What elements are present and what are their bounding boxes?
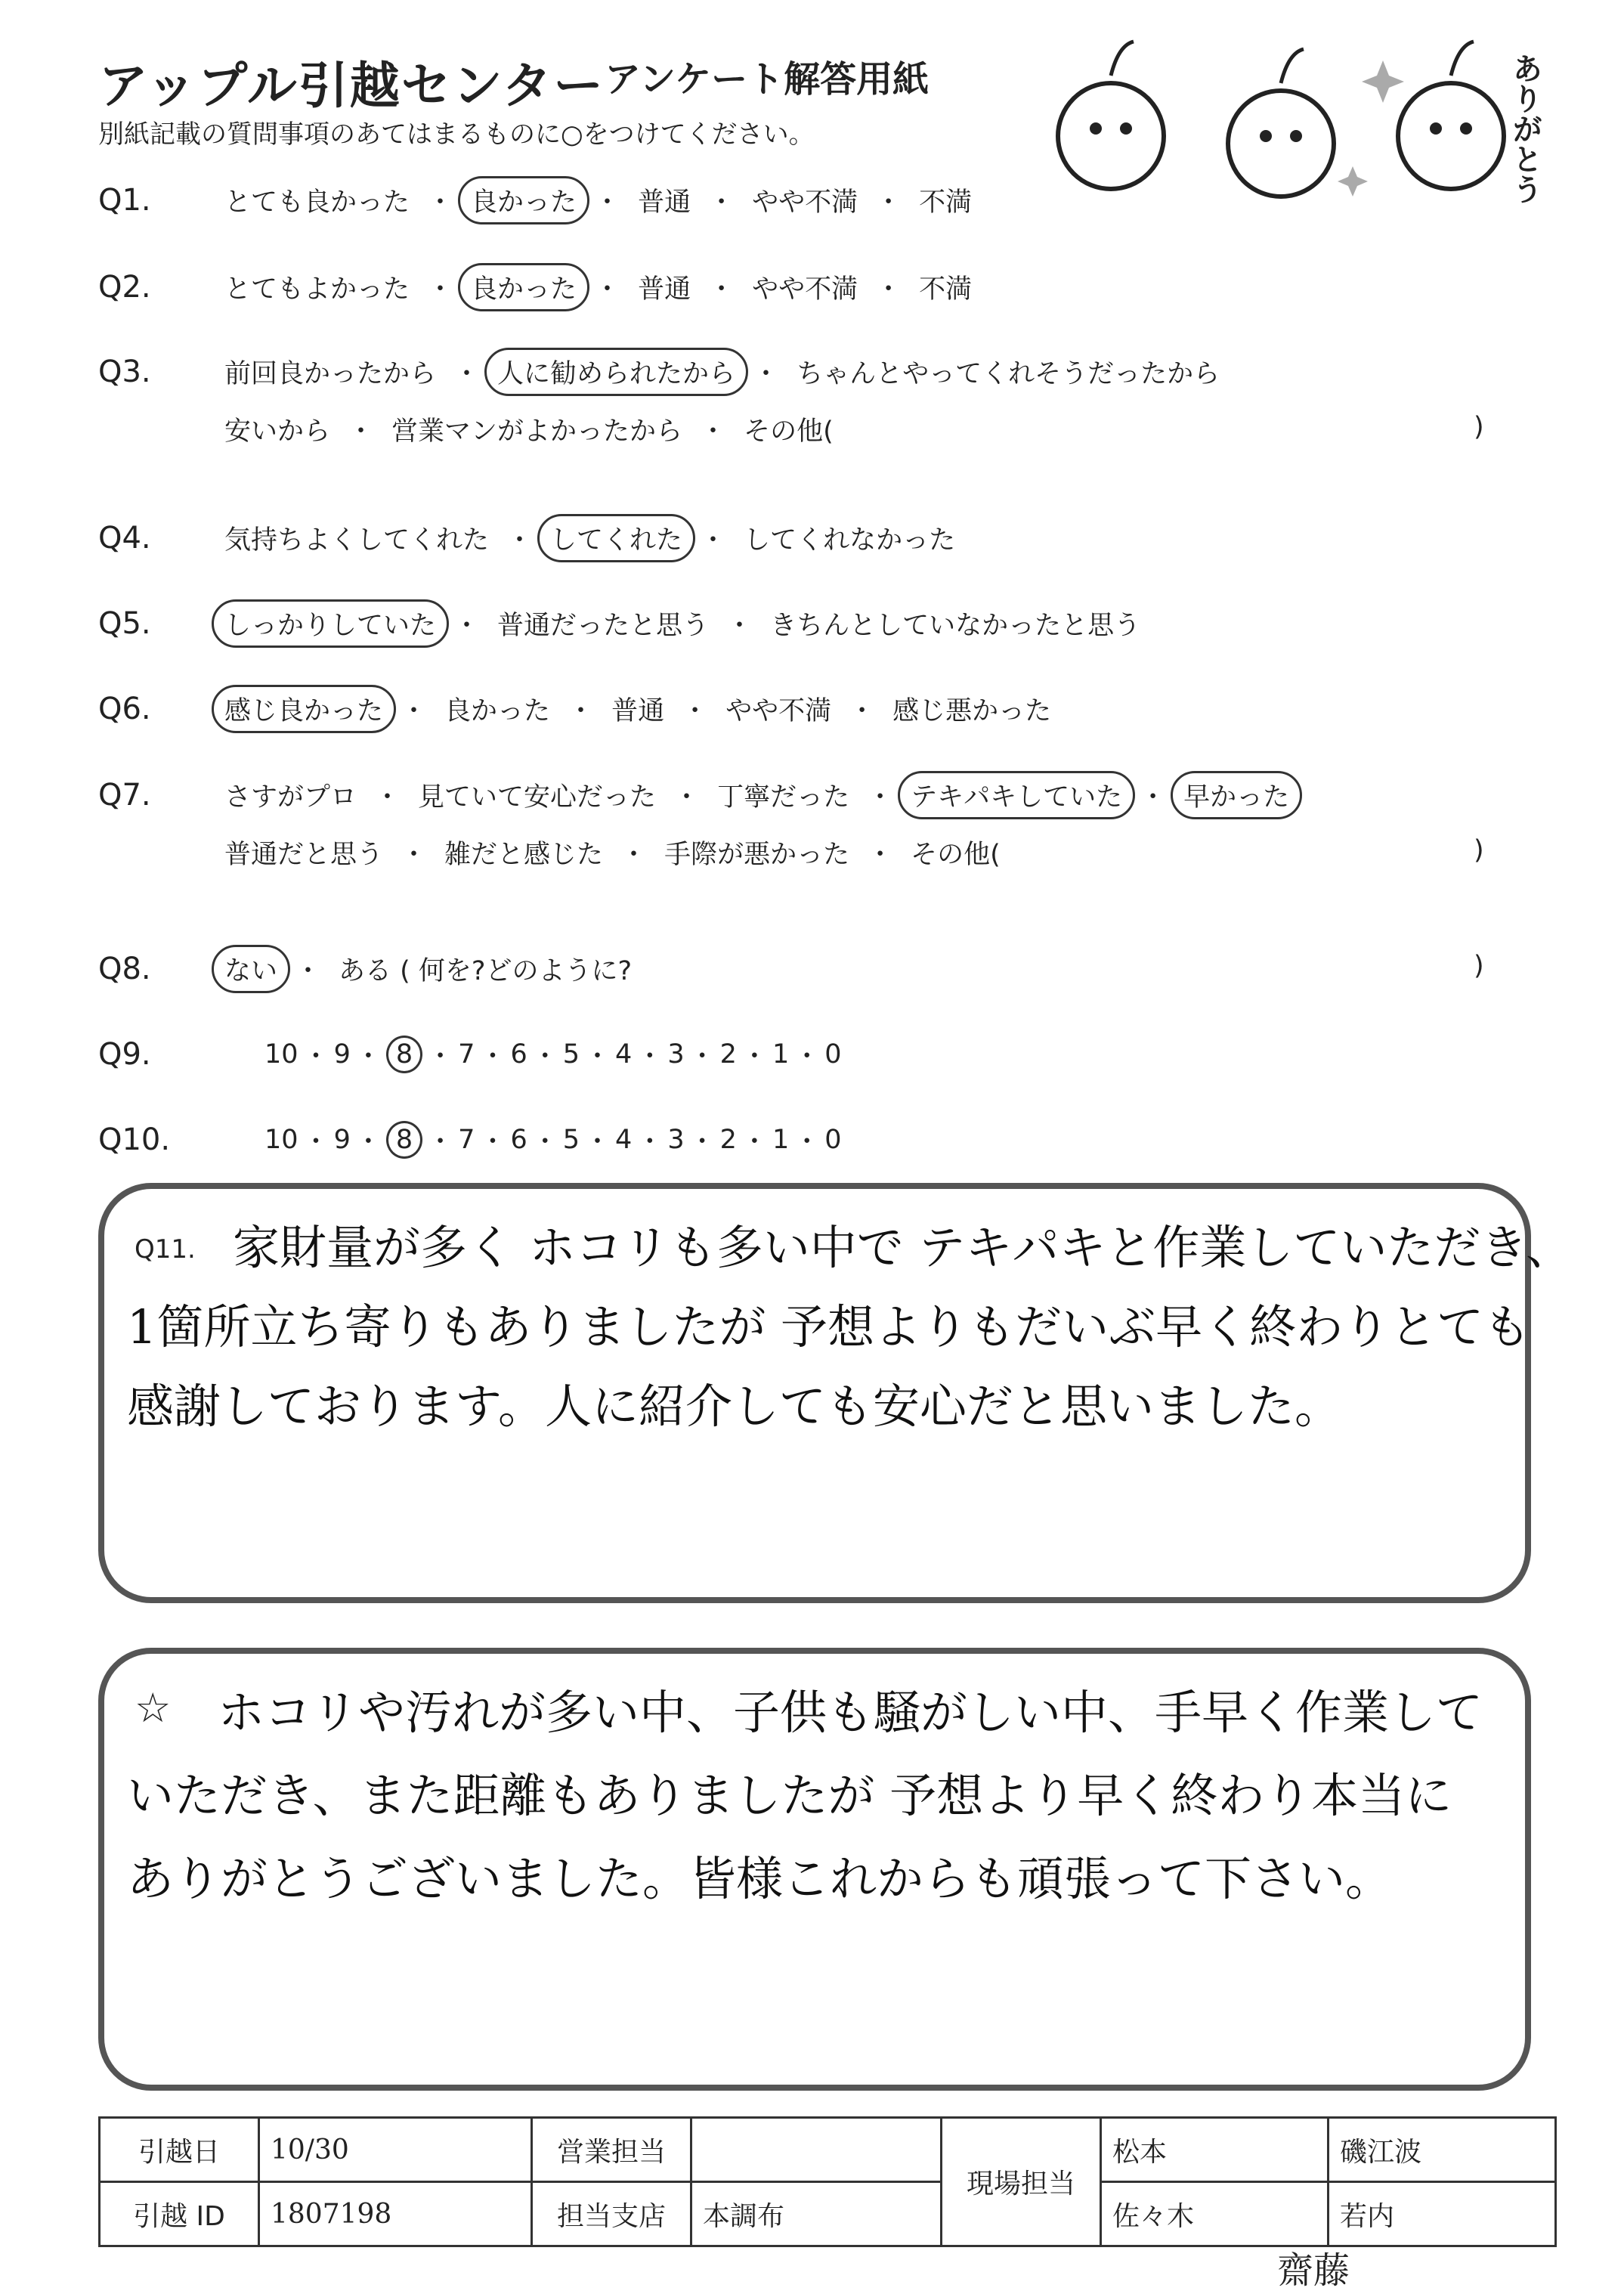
option[interactable]: やや不満	[752, 187, 858, 218]
score-option[interactable]: 7	[458, 1039, 475, 1070]
score-option[interactable]: 2	[719, 1039, 737, 1070]
option-selected[interactable]: 良かった	[458, 263, 589, 311]
question-q9: Q9. 10 ・ 9 ・ 8 ・ 7 ・ 6 ・ 5 ・ 4 ・ 3 ・ 2 ・ 1 ・ 0	[98, 1037, 842, 1072]
option[interactable]: ある ( 何を?どのように?	[339, 956, 633, 986]
option-selected[interactable]: 人に勧められたから	[484, 348, 748, 396]
score-option[interactable]: 1	[772, 1125, 790, 1155]
move-date-value[interactable]: 10/30	[259, 2118, 532, 2182]
option-other[interactable]: その他(	[744, 416, 834, 447]
question-q7-line2: 普通だと思う ・ 雑だと感じた ・ 手際が悪かった ・ その他(	[98, 830, 1013, 875]
sales-label: 営業担当	[532, 2118, 691, 2182]
field-staff-4[interactable]: 若内	[1329, 2182, 1556, 2246]
question-q3: Q3. 前回良かったから ・ 人に勧められたから ・ ちゃんとやってくれそうだったから	[98, 349, 1233, 395]
paren-close: )	[1474, 412, 1484, 442]
option-selected[interactable]: しっかりしていた	[212, 599, 449, 648]
option[interactable]: 普通	[611, 696, 665, 726]
option[interactable]: 良かった	[444, 696, 551, 726]
footer-table	[98, 2116, 1557, 2247]
paren-close: )	[1474, 951, 1484, 981]
question-q6: Q6. 感じ良かった ・ 良かった ・ 普通 ・ やや不満 ・ 感じ悪かった	[98, 686, 1064, 732]
option[interactable]: 普通	[638, 274, 691, 305]
field-staff-1[interactable]: 松本	[1101, 2118, 1329, 2182]
score-option[interactable]: 10	[264, 1125, 299, 1155]
mascot-caption: ありがとう	[1508, 53, 1542, 204]
option[interactable]: 前回良かったから	[224, 359, 437, 389]
option[interactable]: 不満	[919, 187, 973, 218]
question-label: Q2.	[98, 270, 151, 305]
option[interactable]: 丁寧だった	[717, 782, 850, 813]
branch-value[interactable]: 本調布	[691, 2182, 942, 2246]
option[interactable]: ちゃんとやってくれそうだったから	[797, 359, 1220, 389]
score-option[interactable]: 6	[510, 1125, 527, 1155]
move-id-value[interactable]: 1807198	[259, 2182, 532, 2246]
q11-comment-box[interactable]	[98, 1183, 1573, 1603]
question-q2: Q2. とてもよかった ・ 良かった ・ 普通 ・ やや不満 ・ 不満	[98, 265, 985, 310]
form-subtitle: アンケート解答用紙	[605, 58, 930, 101]
option-selected[interactable]: してくれた	[537, 514, 695, 562]
branch-label: 担当支店	[532, 2182, 691, 2246]
option[interactable]: 普通	[638, 187, 691, 218]
option[interactable]: してくれなかった	[744, 525, 956, 556]
question-label: Q7.	[98, 778, 151, 813]
option[interactable]: とてもよかった	[224, 274, 410, 305]
question-label: Q1.	[98, 183, 151, 218]
move-date-label: 引越日	[100, 2118, 259, 2182]
question-q10: Q10. 10 ・ 9 ・ 8 ・ 7 ・ 6 ・ 5 ・ 4 ・ 3 ・ 2 ・ 1 ・ 0	[98, 1122, 842, 1157]
mascot-illustration	[1028, 30, 1557, 234]
sales-value[interactable]	[691, 2118, 942, 2182]
q11-line-3: 感謝しております。人に紹介しても安心だと思いました。	[127, 1379, 1342, 1434]
option[interactable]: やや不満	[752, 274, 858, 305]
question-label: Q5.	[98, 606, 151, 641]
instruction-text: 別紙記載の質問事項のあてはまるものに○をつけてください。	[98, 119, 815, 150]
score-option[interactable]: 0	[824, 1125, 842, 1155]
move-id-label: 引越 ID	[100, 2182, 259, 2246]
score-option[interactable]: 7	[458, 1125, 475, 1155]
question-q1: Q1. とても良かった ・ 良かった ・ 普通 ・ やや不満 ・ 不満	[98, 178, 985, 223]
option[interactable]: 営業マンがよかったから	[391, 416, 683, 447]
question-q4: Q4. 気持ちよくしてくれた ・ してくれた ・ してくれなかった	[98, 515, 968, 561]
score-option[interactable]: 3	[667, 1039, 685, 1070]
score-option-selected[interactable]: 8	[386, 1036, 422, 1073]
message-line-1: ホコリや汚れが多い中、子供も騒がしい中、手早く作業して	[218, 1685, 1483, 1740]
q11-line-1: 家財量が多く ホコリも多い中で テキパキと作業していただき、	[233, 1220, 1573, 1275]
score-option[interactable]: 9	[333, 1039, 351, 1070]
field-staff-3[interactable]: 佐々木	[1101, 2182, 1329, 2246]
option[interactable]: 手際が悪かった	[664, 840, 850, 870]
score-option[interactable]: 4	[615, 1125, 633, 1155]
option[interactable]: やや不満	[725, 696, 832, 726]
score-option-selected[interactable]: 8	[386, 1121, 422, 1159]
option-selected[interactable]: 早かった	[1171, 771, 1302, 819]
staff-message-box[interactable]	[98, 1648, 1531, 2091]
field-staff-2[interactable]: 磯江波	[1329, 2118, 1556, 2182]
message-line-3: ありがとうございました。皆様これからも頑張って下さい。	[127, 1851, 1393, 1906]
question-label: Q8.	[98, 952, 151, 986]
paren-close: )	[1474, 835, 1484, 865]
option[interactable]: 感じ悪かった	[892, 696, 1052, 726]
score-option[interactable]: 5	[562, 1039, 580, 1070]
score-option[interactable]: 4	[615, 1039, 633, 1070]
option-selected[interactable]: 良かった	[458, 176, 589, 224]
option-selected[interactable]: 感じ良かった	[212, 685, 396, 733]
option[interactable]: 気持ちよくしてくれた	[224, 525, 490, 556]
message-line-2: いただき、また距離もありましたが 予想より早く終わり本当に	[127, 1768, 1452, 1823]
question-q7: Q7. さすがプロ ・ 見ていて安心だった ・ 丁寧だった ・ テキパキしていた ・ 早かった	[98, 772, 1302, 818]
q11-line-2: 1箇所立ち寄りもありましたが 予想よりもだいぶ早く終わりとても	[127, 1299, 1531, 1354]
option-selected[interactable]: テキパキしていた	[898, 771, 1135, 819]
option[interactable]: 普通だと思う	[224, 840, 384, 870]
option[interactable]: さすがプロ	[224, 782, 357, 813]
score-option[interactable]: 0	[824, 1039, 842, 1070]
question-label: Q9.	[98, 1037, 151, 1072]
score-option[interactable]: 3	[667, 1125, 685, 1155]
option-other[interactable]: その他(	[911, 840, 1001, 870]
option-selected[interactable]: ない	[212, 945, 290, 993]
star-icon: ☆	[135, 1684, 172, 1732]
question-label: Q6.	[98, 692, 151, 726]
score-option[interactable]: 10	[264, 1039, 299, 1070]
question-label: Q4.	[98, 521, 151, 556]
score-option[interactable]: 2	[719, 1125, 737, 1155]
option[interactable]: 雑だと感じた	[444, 840, 604, 870]
option[interactable]: 普通だったと思う	[497, 611, 710, 641]
question-label: Q3.	[98, 354, 151, 389]
q11-label: Q11.	[135, 1234, 196, 1265]
score-option[interactable]: 5	[562, 1125, 580, 1155]
option[interactable]: 見ていて安心だった	[418, 782, 657, 813]
score-option[interactable]: 9	[333, 1125, 351, 1155]
score-option[interactable]: 1	[772, 1039, 790, 1070]
option[interactable]: 安いから	[224, 416, 331, 447]
option[interactable]: 不満	[919, 274, 973, 305]
brand-title: アップル引越センター	[98, 57, 605, 115]
score-option[interactable]: 6	[510, 1039, 527, 1070]
field-staff-label: 現場担当	[942, 2118, 1101, 2246]
field-staff-5: 齋藤	[1277, 2249, 1350, 2292]
option[interactable]: きちんとしていなかったと思う	[770, 611, 1141, 641]
question-label: Q10.	[98, 1122, 171, 1157]
question-q3-line2: 安いから ・ 営業マンがよかったから ・ その他(	[98, 407, 846, 452]
question-q8: Q8. ない ・ ある ( 何を?どのように?	[98, 946, 645, 992]
question-q5: Q5. しっかりしていた ・ 普通だったと思う ・ きちんとしていなかったと思う	[98, 601, 1153, 646]
option[interactable]: とても良かった	[224, 187, 410, 218]
